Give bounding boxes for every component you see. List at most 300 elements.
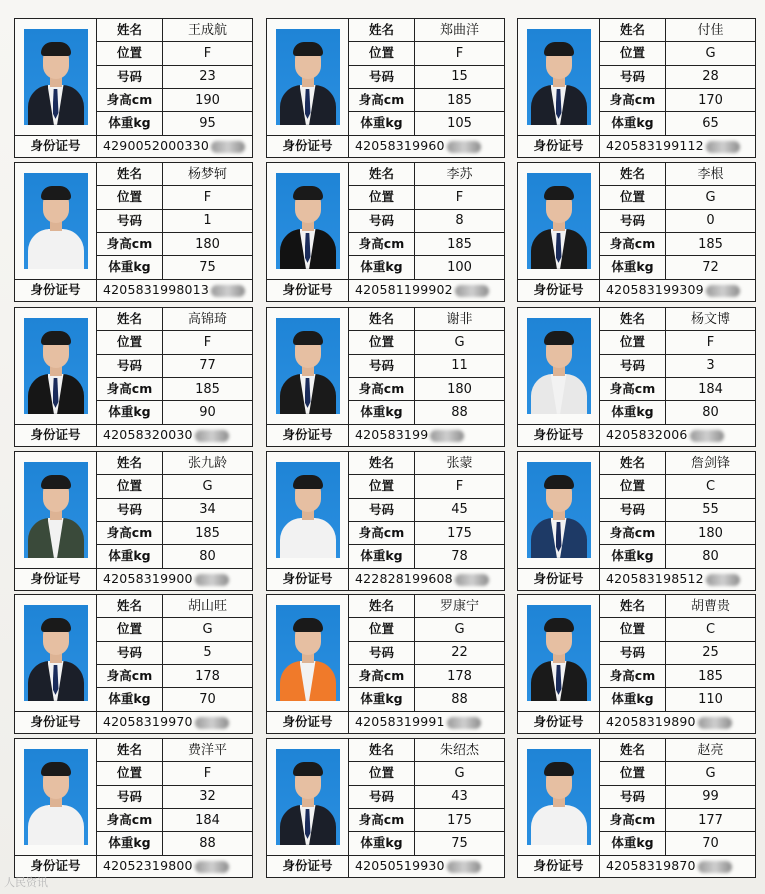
field-value-number: 1: [163, 209, 253, 232]
field-label-position: 位置: [349, 331, 415, 354]
field-value-position: G: [415, 618, 505, 641]
field-label-number: 号码: [600, 354, 666, 377]
field-label-position: 位置: [349, 618, 415, 641]
player-card: [517, 738, 755, 878]
portrait-image: [527, 462, 591, 558]
field-value-position: F: [163, 331, 253, 354]
field-value-position: F: [415, 475, 505, 498]
field-label-number: 号码: [97, 65, 163, 88]
redaction-blur: [698, 861, 732, 873]
field-value-position: F: [163, 762, 253, 785]
id-number-text: 42058319960: [355, 138, 445, 154]
field-value-weight: 80: [163, 545, 253, 568]
field-label-position: 位置: [600, 186, 666, 209]
field-label-position: 位置: [349, 42, 415, 65]
field-value-weight: 75: [415, 832, 505, 855]
id-label: 身份证号: [518, 135, 600, 157]
field-value-name: 付佳: [666, 19, 756, 42]
field-label-weight: 体重kg: [97, 401, 163, 424]
field-label-height: 身高cm: [97, 88, 163, 111]
player-photo: [15, 739, 97, 856]
field-label-weight: 体重kg: [349, 688, 415, 711]
field-label-name: 姓名: [97, 739, 163, 762]
portrait-image: [276, 29, 340, 125]
id-number: [349, 279, 505, 301]
player-photo: [518, 739, 600, 856]
field-value-position: C: [666, 618, 756, 641]
player-card: [517, 307, 755, 447]
field-label-position: 位置: [97, 618, 163, 641]
id-number-text: 420583199112: [606, 138, 704, 154]
redaction-blur: [706, 574, 740, 586]
portrait-image: [527, 318, 591, 414]
field-label-weight: 体重kg: [600, 832, 666, 855]
id-number: [349, 855, 505, 877]
id-label: 身份证号: [15, 711, 97, 733]
field-value-weight: 105: [415, 112, 505, 135]
field-label-height: 身高cm: [600, 664, 666, 687]
field-value-height: 170: [666, 88, 756, 111]
field-label-height: 身高cm: [97, 664, 163, 687]
redaction-blur: [195, 430, 229, 442]
field-label-number: 号码: [349, 641, 415, 664]
id-number: [600, 711, 756, 733]
field-value-number: 43: [415, 785, 505, 808]
player-photo: [15, 163, 97, 280]
portrait-image: [276, 605, 340, 701]
field-label-weight: 体重kg: [600, 256, 666, 279]
field-label-weight: 体重kg: [349, 256, 415, 279]
field-value-number: 5: [163, 641, 253, 664]
field-label-position: 位置: [349, 186, 415, 209]
field-label-number: 号码: [349, 354, 415, 377]
field-value-number: 22: [415, 641, 505, 664]
field-value-name: 郑曲洋: [415, 19, 505, 42]
field-value-weight: 88: [415, 401, 505, 424]
redaction-blur: [690, 430, 724, 442]
field-label-name: 姓名: [97, 19, 163, 42]
field-label-position: 位置: [97, 186, 163, 209]
field-value-name: 胡曹贵: [666, 595, 756, 618]
field-value-name: 张九龄: [163, 452, 253, 475]
field-value-position: F: [163, 42, 253, 65]
field-label-number: 号码: [600, 498, 666, 521]
field-value-position: G: [666, 186, 756, 209]
player-card: [14, 18, 252, 158]
field-value-weight: 100: [415, 256, 505, 279]
id-number: [97, 711, 253, 733]
portrait-image: [276, 462, 340, 558]
field-value-number: 45: [415, 498, 505, 521]
field-value-name: 王成航: [163, 19, 253, 42]
field-value-height: 178: [415, 664, 505, 687]
field-value-weight: 80: [666, 545, 756, 568]
id-label: 身份证号: [518, 568, 600, 590]
field-label-name: 姓名: [349, 739, 415, 762]
id-label: 身份证号: [518, 279, 600, 301]
field-label-height: 身高cm: [600, 377, 666, 400]
field-value-height: 184: [666, 377, 756, 400]
field-label-height: 身高cm: [600, 232, 666, 255]
field-value-weight: 65: [666, 112, 756, 135]
field-value-number: 34: [163, 498, 253, 521]
field-label-height: 身高cm: [97, 808, 163, 831]
redaction-blur: [195, 861, 229, 873]
id-label: 身份证号: [15, 424, 97, 446]
player-card: [14, 738, 252, 878]
redaction-blur: [195, 717, 229, 729]
player-card: [517, 594, 755, 734]
field-value-height: 175: [415, 808, 505, 831]
portrait-image: [24, 749, 88, 845]
field-label-number: 号码: [600, 209, 666, 232]
field-label-number: 号码: [600, 785, 666, 808]
field-value-number: 3: [666, 354, 756, 377]
field-label-name: 姓名: [97, 308, 163, 331]
redaction-blur: [211, 285, 245, 297]
player-photo: [518, 595, 600, 712]
redaction-blur: [430, 430, 464, 442]
player-photo: [518, 452, 600, 569]
redaction-blur: [195, 574, 229, 586]
id-label: 身份证号: [518, 855, 600, 877]
redaction-blur: [447, 141, 481, 153]
id-number: [600, 855, 756, 877]
field-label-position: 位置: [600, 475, 666, 498]
field-value-weight: 90: [163, 401, 253, 424]
field-value-position: F: [163, 186, 253, 209]
field-value-number: 15: [415, 65, 505, 88]
field-value-name: 张蒙: [415, 452, 505, 475]
id-label: 身份证号: [267, 135, 349, 157]
field-label-name: 姓名: [349, 308, 415, 331]
redaction-blur: [706, 285, 740, 297]
player-photo: [267, 452, 349, 569]
player-card: [517, 162, 755, 302]
field-value-height: 185: [163, 377, 253, 400]
field-label-name: 姓名: [97, 452, 163, 475]
field-value-name: 谢非: [415, 308, 505, 331]
id-number: [600, 135, 756, 157]
field-label-number: 号码: [600, 641, 666, 664]
field-label-height: 身高cm: [349, 521, 415, 544]
player-photo: [267, 163, 349, 280]
id-number: [349, 568, 505, 590]
redaction-blur: [211, 141, 245, 153]
id-label: 身份证号: [15, 568, 97, 590]
field-label-position: 位置: [97, 331, 163, 354]
player-photo: [15, 452, 97, 569]
id-number: [600, 424, 756, 446]
player-card: [517, 451, 755, 591]
field-value-name: 费洋平: [163, 739, 253, 762]
player-card: [266, 18, 504, 158]
field-value-name: 罗康宁: [415, 595, 505, 618]
player-card: [266, 738, 504, 878]
player-photo: [15, 19, 97, 136]
portrait-image: [276, 749, 340, 845]
field-label-number: 号码: [349, 785, 415, 808]
field-value-position: G: [415, 331, 505, 354]
field-label-weight: 体重kg: [97, 688, 163, 711]
field-value-position: G: [666, 762, 756, 785]
player-photo: [518, 19, 600, 136]
field-label-name: 姓名: [349, 595, 415, 618]
field-value-height: 178: [163, 664, 253, 687]
id-number: [349, 135, 505, 157]
field-label-weight: 体重kg: [349, 401, 415, 424]
redaction-blur: [706, 141, 740, 153]
field-label-position: 位置: [349, 762, 415, 785]
field-value-number: 25: [666, 641, 756, 664]
field-value-position: F: [666, 331, 756, 354]
id-number-text: 422828199608: [355, 571, 453, 587]
id-number: [97, 424, 253, 446]
id-label: 身份证号: [15, 279, 97, 301]
portrait-image: [527, 29, 591, 125]
field-value-weight: 80: [666, 401, 756, 424]
field-label-number: 号码: [97, 209, 163, 232]
field-value-number: 28: [666, 65, 756, 88]
field-value-number: 0: [666, 209, 756, 232]
redaction-blur: [447, 861, 481, 873]
id-number: [600, 279, 756, 301]
field-label-height: 身高cm: [349, 664, 415, 687]
player-card: [14, 451, 252, 591]
portrait-image: [24, 462, 88, 558]
field-label-number: 号码: [97, 641, 163, 664]
field-label-height: 身高cm: [97, 232, 163, 255]
id-label: 身份证号: [267, 568, 349, 590]
field-value-weight: 75: [163, 256, 253, 279]
field-label-weight: 体重kg: [600, 688, 666, 711]
redaction-blur: [698, 717, 732, 729]
id-number-text: 420581199902: [355, 282, 453, 298]
field-value-name: 高锦琦: [163, 308, 253, 331]
field-label-number: 号码: [349, 209, 415, 232]
id-number-text: 4290052000330: [103, 138, 209, 154]
player-photo: [15, 308, 97, 425]
field-value-number: 55: [666, 498, 756, 521]
player-photo: [518, 163, 600, 280]
field-label-weight: 体重kg: [349, 112, 415, 135]
field-label-position: 位置: [349, 475, 415, 498]
field-value-height: 185: [666, 232, 756, 255]
field-label-position: 位置: [97, 762, 163, 785]
field-label-height: 身高cm: [600, 88, 666, 111]
field-label-number: 号码: [97, 785, 163, 808]
field-value-height: 185: [666, 664, 756, 687]
field-label-number: 号码: [600, 65, 666, 88]
field-label-height: 身高cm: [349, 88, 415, 111]
field-value-name: 詹剑锋: [666, 452, 756, 475]
field-value-height: 190: [163, 88, 253, 111]
player-card: [517, 18, 755, 158]
field-label-position: 位置: [600, 762, 666, 785]
id-number-text: 42058320030: [103, 427, 193, 443]
field-value-position: F: [415, 186, 505, 209]
field-value-weight: 88: [415, 688, 505, 711]
field-value-number: 8: [415, 209, 505, 232]
field-value-name: 杨文博: [666, 308, 756, 331]
field-label-position: 位置: [600, 331, 666, 354]
field-value-name: 胡山旺: [163, 595, 253, 618]
field-label-height: 身高cm: [600, 521, 666, 544]
field-label-name: 姓名: [600, 595, 666, 618]
field-label-position: 位置: [97, 475, 163, 498]
field-value-height: 177: [666, 808, 756, 831]
portrait-image: [276, 173, 340, 269]
player-card: [266, 307, 504, 447]
field-value-number: 11: [415, 354, 505, 377]
field-value-position: G: [666, 42, 756, 65]
id-number-text: 42058319991: [355, 714, 445, 730]
field-label-weight: 体重kg: [349, 832, 415, 855]
id-number-text: 420583198512: [606, 571, 704, 587]
field-label-position: 位置: [97, 42, 163, 65]
field-value-position: C: [666, 475, 756, 498]
id-number: [97, 279, 253, 301]
field-value-number: 23: [163, 65, 253, 88]
field-value-position: F: [415, 42, 505, 65]
field-value-name: 朱绍杰: [415, 739, 505, 762]
field-value-name: 赵亮: [666, 739, 756, 762]
field-value-name: 李苏: [415, 163, 505, 186]
field-label-weight: 体重kg: [97, 545, 163, 568]
id-label: 身份证号: [15, 135, 97, 157]
field-label-name: 姓名: [349, 452, 415, 475]
field-value-height: 175: [415, 521, 505, 544]
id-label: 身份证号: [518, 711, 600, 733]
field-value-weight: 95: [163, 112, 253, 135]
field-label-name: 姓名: [600, 19, 666, 42]
player-photo: [267, 308, 349, 425]
field-value-name: 杨梦轲: [163, 163, 253, 186]
portrait-image: [527, 173, 591, 269]
player-card: [266, 594, 504, 734]
id-number: [97, 568, 253, 590]
player-card: [266, 162, 504, 302]
field-label-number: 号码: [349, 498, 415, 521]
field-label-number: 号码: [97, 498, 163, 521]
player-card: [266, 451, 504, 591]
id-number-text: 420583199: [355, 427, 429, 443]
field-value-name: 李根: [666, 163, 756, 186]
field-label-name: 姓名: [349, 19, 415, 42]
id-label: 身份证号: [15, 855, 97, 877]
field-label-weight: 体重kg: [600, 112, 666, 135]
field-value-weight: 88: [163, 832, 253, 855]
field-value-height: 185: [415, 232, 505, 255]
field-label-number: 号码: [97, 354, 163, 377]
field-label-position: 位置: [600, 618, 666, 641]
id-number: [349, 424, 505, 446]
player-photo: [15, 595, 97, 712]
portrait-image: [24, 29, 88, 125]
field-value-weight: 70: [163, 688, 253, 711]
field-label-name: 姓名: [600, 308, 666, 331]
player-card: [14, 307, 252, 447]
field-value-height: 185: [163, 521, 253, 544]
field-label-name: 姓名: [600, 739, 666, 762]
field-label-height: 身高cm: [97, 521, 163, 544]
field-label-name: 姓名: [97, 595, 163, 618]
field-label-name: 姓名: [600, 163, 666, 186]
id-number-text: 4205832006: [606, 427, 688, 443]
player-photo: [267, 739, 349, 856]
player-card: [14, 594, 252, 734]
portrait-image: [527, 605, 591, 701]
field-label-weight: 体重kg: [97, 256, 163, 279]
redaction-blur: [447, 717, 481, 729]
field-value-height: 184: [163, 808, 253, 831]
field-value-height: 180: [163, 232, 253, 255]
portrait-image: [276, 318, 340, 414]
field-label-weight: 体重kg: [600, 401, 666, 424]
field-value-weight: 78: [415, 545, 505, 568]
field-value-height: 185: [415, 88, 505, 111]
field-label-number: 号码: [349, 65, 415, 88]
field-label-height: 身高cm: [349, 808, 415, 831]
field-label-weight: 体重kg: [600, 545, 666, 568]
field-label-position: 位置: [600, 42, 666, 65]
player-card: [14, 162, 252, 302]
id-label: 身份证号: [267, 424, 349, 446]
id-number: [600, 568, 756, 590]
id-number-text: 42050519930: [355, 858, 445, 874]
field-value-position: G: [163, 475, 253, 498]
redaction-blur: [455, 574, 489, 586]
player-photo: [518, 308, 600, 425]
id-number-text: 42058319900: [103, 571, 193, 587]
field-label-height: 身高cm: [349, 232, 415, 255]
field-value-number: 99: [666, 785, 756, 808]
field-label-name: 姓名: [97, 163, 163, 186]
id-number-text: 42058319890: [606, 714, 696, 730]
id-label: 身份证号: [267, 279, 349, 301]
id-number-text: 4205831998013: [103, 282, 209, 298]
field-label-height: 身高cm: [349, 377, 415, 400]
field-value-height: 180: [415, 377, 505, 400]
portrait-image: [24, 173, 88, 269]
field-value-height: 180: [666, 521, 756, 544]
field-label-height: 身高cm: [600, 808, 666, 831]
redaction-blur: [455, 285, 489, 297]
field-value-position: G: [163, 618, 253, 641]
field-value-weight: 70: [666, 832, 756, 855]
id-number: [97, 855, 253, 877]
id-number-text: 42058319870: [606, 858, 696, 874]
id-label: 身份证号: [518, 424, 600, 446]
id-number: [349, 711, 505, 733]
player-photo: [267, 19, 349, 136]
id-label: 身份证号: [267, 711, 349, 733]
watermark-text: 人民资讯: [4, 876, 48, 889]
field-value-weight: 72: [666, 256, 756, 279]
field-value-number: 32: [163, 785, 253, 808]
field-value-position: G: [415, 762, 505, 785]
portrait-image: [24, 605, 88, 701]
id-number-text: 42058319970: [103, 714, 193, 730]
field-label-weight: 体重kg: [97, 832, 163, 855]
portrait-image: [24, 318, 88, 414]
id-label: 身份证号: [267, 855, 349, 877]
player-photo: [267, 595, 349, 712]
field-label-name: 姓名: [349, 163, 415, 186]
field-label-height: 身高cm: [97, 377, 163, 400]
id-number: [97, 135, 253, 157]
field-value-weight: 110: [666, 688, 756, 711]
